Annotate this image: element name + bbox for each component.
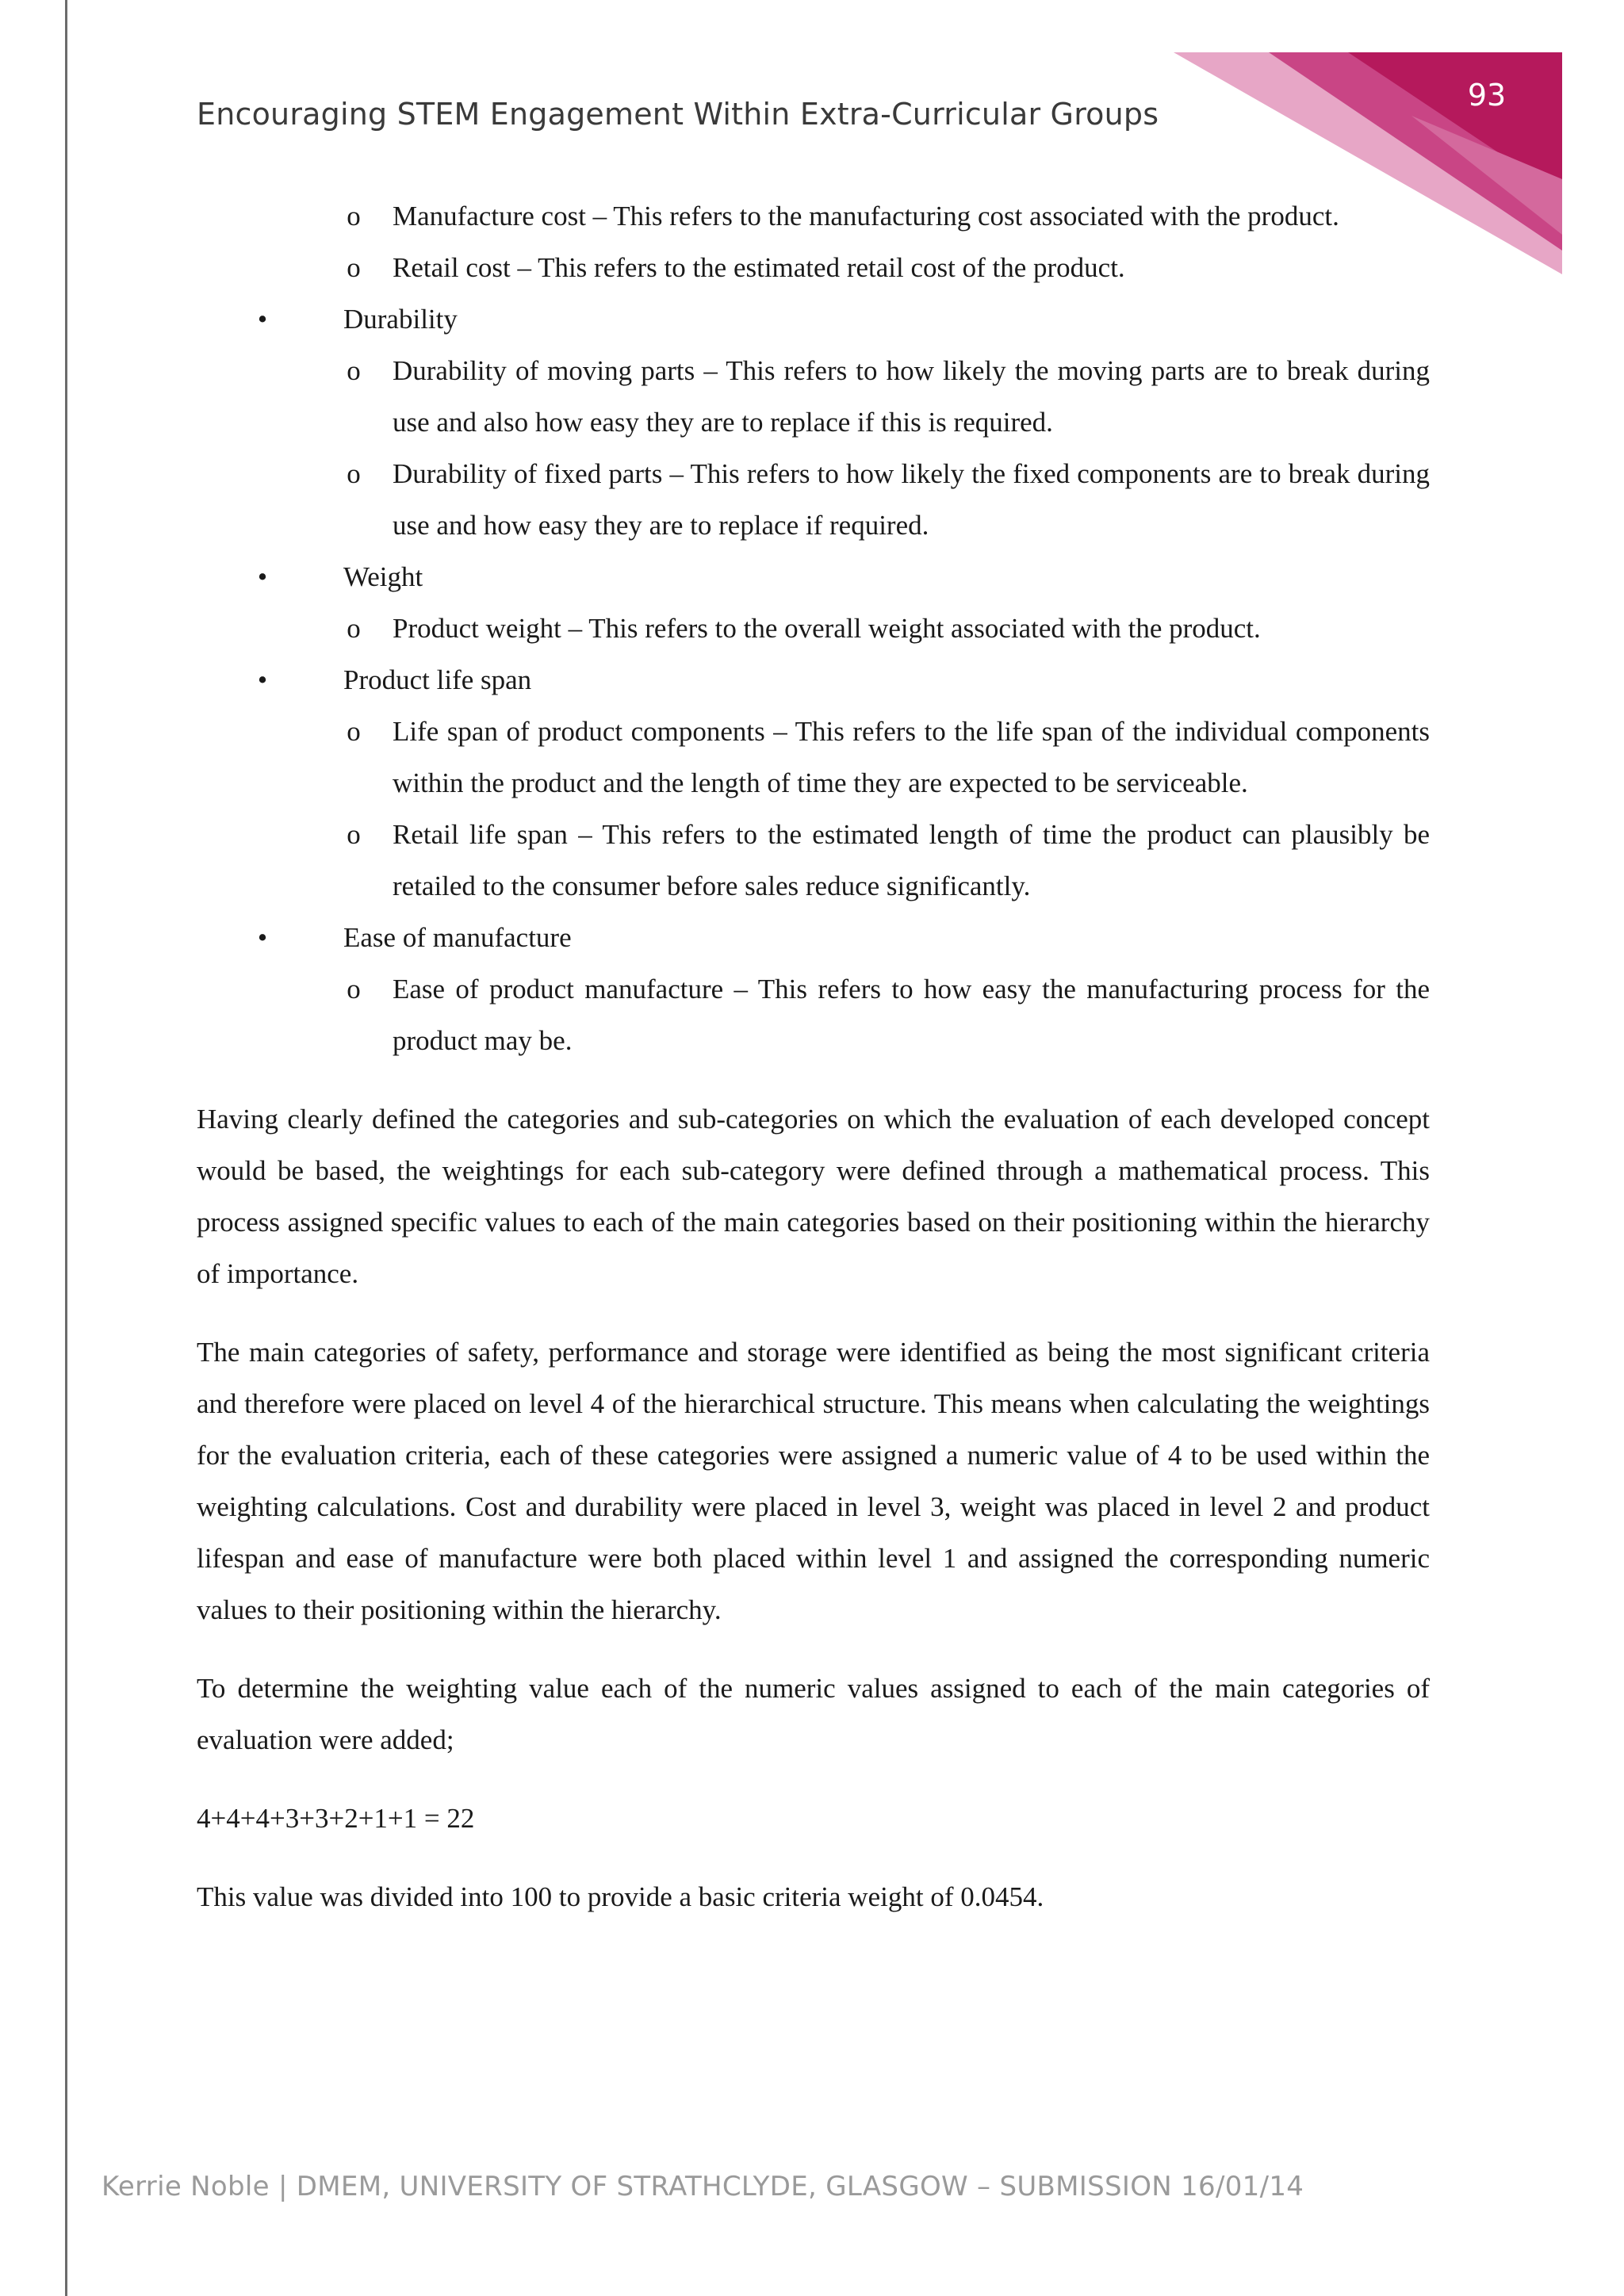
main-content [197,190,1430,1923]
category-ease-of-manufacture [197,912,1430,1066]
sub-bullet: o [347,252,361,283]
bullet: • [257,304,268,335]
sub-item-text: Retail life span – This refers to the estimated length of time the product can plausibly be retailed to the consumer before sales reduce significantly. [393,819,1430,901]
sub-bullet: o [347,201,361,232]
body-paragraph: This value was divided into 100 to provide a basic criteria weight of 0.0454. [197,1881,1044,1912]
page-number: 93 [1467,78,1507,113]
list-item [197,448,1430,551]
sub-bullet: o [347,819,361,850]
sub-item-text: Life span of product components – This refers to the life span of the individual components within the product and the length of time they are expected to be serviceable. [393,716,1430,798]
category-product-life-span [197,654,1430,912]
sub-bullet: o [347,974,361,1004]
sub-item-text: Manufacture cost – This refers to the manufacturing cost associated with the product. [393,201,1339,232]
category-label: Weight [343,561,423,592]
bullet: • [257,922,268,953]
sub-item-text: Ease of product manufacture – This refers to how easy the manufacturing process for the product may be. [393,974,1430,1056]
category-weight [197,551,1430,654]
list-item [197,809,1430,912]
list-item [197,190,1430,242]
sub-item-text: Retail cost – This refers to the estimated retail cost of the product. [393,252,1125,283]
body-paragraph: Having clearly defined the categories and sub-categories on which the evaluation of each developed concept would be based, the weightings for each sub-category were defined through a mathematical process. This process assigned specific values to each of the main categories based on their positioning within the hierarchy of importance. [197,1104,1430,1289]
bullet: • [257,664,268,695]
list-item [197,242,1430,293]
page-left-rule [65,0,67,2296]
category-durability [197,293,1430,551]
list-item [197,963,1430,1066]
sub-bullet: o [347,458,361,489]
sub-bullet: o [347,716,361,747]
body-paragraph: To determine the weighting value each of the numeric values assigned to each of the main categories of evaluation were added; [197,1673,1430,1755]
lead-sub-list [197,190,1430,293]
list-item [197,706,1430,809]
sub-item-text: Durability of fixed parts – This refers to how likely the fixed components are to break during use and how easy they are to replace if required. [393,458,1430,541]
category-label: Durability [343,304,458,335]
list-item [197,345,1430,448]
category-label: Ease of manufacture [343,922,572,953]
sub-item-text: Durability of moving parts – This refers to how likely the moving parts are to break during use and also how easy they are to replace if this is required. [393,355,1430,438]
sub-bullet: o [347,613,361,644]
page-footer: Kerrie Noble | DMEM, UNIVERSITY OF STRATHCLYDE, GLASGOW – SUBMISSION 16/01/14 [102,2171,1304,2202]
category-list [197,293,1430,1066]
sub-item-text: Product weight – This refers to the overall weight associated with the product. [393,613,1261,644]
equation-line: 4+4+4+3+3+2+1+1 = 22 [197,1803,475,1834]
sub-bullet: o [347,355,361,386]
body-paragraph: The main categories of safety, performance and storage were identified as being the most significant criteria and therefore were placed on level 4 of the hierarchical structure. This means when calculating the weightings for the evaluation criteria, each of these categories were assigned a numeric value of 4 to be used within the weighting calculations. Cost and durability were placed in level 3, weight was placed in level 2 and product lifespan and ease of manufacture were both placed within level 1 and assigned the corresponding numeric values to their positioning within the hierarchy. [197,1337,1430,1625]
list-item [197,603,1430,654]
running-header: Encouraging STEM Engagement Within Extra-Curricular Groups [197,97,1159,132]
category-label: Product life span [343,664,532,695]
bullet: • [257,561,268,592]
